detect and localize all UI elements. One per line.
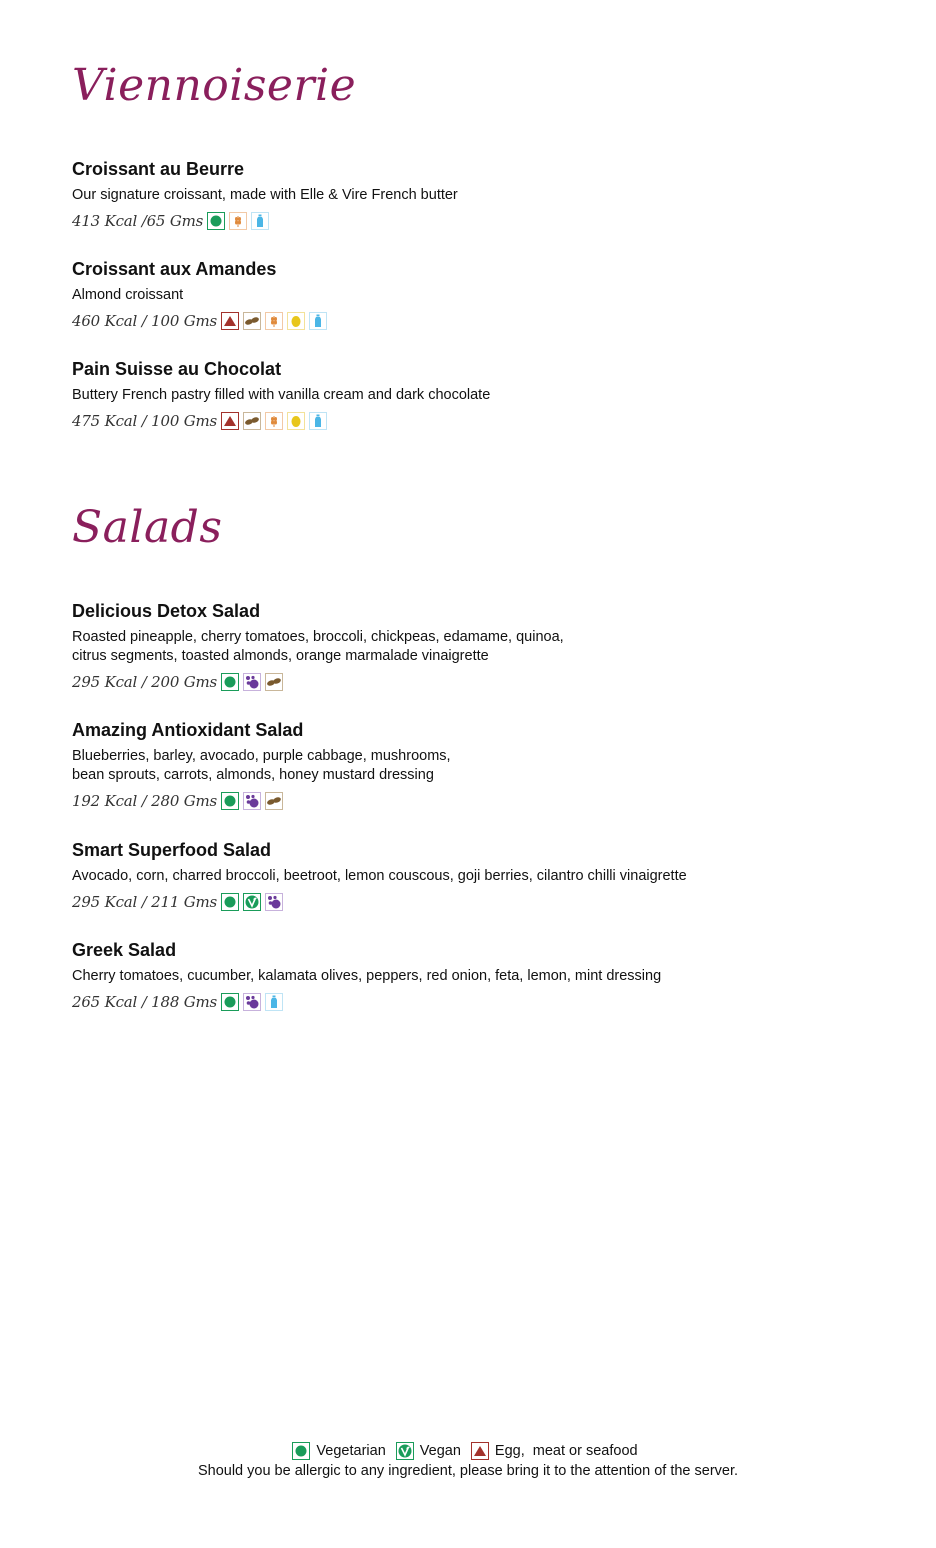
nuts-icon (265, 792, 283, 810)
vegan-icon (396, 1442, 414, 1460)
item-name: Delicious Detox Salad (72, 601, 261, 621)
item-meta (72, 210, 872, 232)
item-meta (72, 671, 872, 693)
item-calories: 413 Kcal /65 Gms (72, 212, 204, 230)
item-description: Almond croissant (72, 287, 184, 303)
soy-icon (243, 993, 261, 1011)
item-meta (72, 790, 872, 812)
veg-icon (221, 993, 239, 1011)
gluten-icon (229, 212, 247, 230)
item-description: citrus segments, toasted almonds, orange marmalade vinaigrette (72, 648, 489, 664)
gluten-icon (265, 312, 283, 330)
item-meta (72, 891, 872, 913)
dietary-legend (0, 1440, 936, 1480)
item-meta (72, 310, 872, 332)
item-description: Avocado, corn, charred broccoli, beetroot, lemon couscous, goji berries, cilantro chilli vinaigrette (72, 868, 687, 884)
legend-nonveg: Egg, meat or seafood (494, 1443, 638, 1459)
egg-icon (471, 1442, 489, 1460)
item-description: Roasted pineapple, cherry tomatoes, broccoli, chickpeas, edamame, quinoa, (72, 629, 564, 645)
veg-icon (292, 1442, 310, 1460)
veg-icon (207, 212, 225, 230)
menu-item (72, 358, 872, 432)
vegan-icon (243, 893, 261, 911)
egg-allergen-icon (287, 312, 305, 330)
item-name: Croissant au Beurre (72, 159, 245, 179)
dairy-icon (309, 412, 327, 430)
soy-icon (243, 673, 261, 691)
menu-item (72, 600, 872, 693)
item-name: Amazing Antioxidant Salad (72, 720, 304, 740)
item-meta (72, 991, 872, 1013)
menu-item (72, 258, 872, 332)
nuts-icon (265, 673, 283, 691)
soy-icon (265, 893, 283, 911)
gluten-icon (265, 412, 283, 430)
dairy-icon (265, 993, 283, 1011)
item-meta (72, 410, 872, 432)
dairy-icon (309, 312, 327, 330)
item-description: Our signature croissant, made with Elle & Vire French butter (72, 187, 458, 203)
item-calories: 295 Kcal / 200 Gms (72, 673, 218, 691)
item-calories: 460 Kcal / 100 Gms (72, 312, 218, 330)
egg-icon (221, 412, 239, 430)
allergy-note: Should you be allergic to any ingredient, please bring it to the attention of the server. (197, 1463, 739, 1479)
menu-item (72, 158, 872, 232)
item-description: Buttery French pastry filled with vanilla cream and dark chocolate (72, 387, 491, 403)
nuts-icon (243, 312, 261, 330)
item-name: Greek Salad (72, 940, 177, 960)
item-calories: 265 Kcal / 188 Gms (72, 993, 218, 1011)
item-description: Cherry tomatoes, cucumber, kalamata olives, peppers, red onion, feta, lemon, mint dressing (72, 968, 662, 984)
item-calories: 475 Kcal / 100 Gms (72, 412, 218, 430)
egg-allergen-icon (287, 412, 305, 430)
menu-item (72, 839, 872, 913)
nuts-icon (243, 412, 261, 430)
section-title-salads: Salads (72, 502, 223, 553)
item-name: Pain Suisse au Chocolat (72, 359, 282, 379)
item-description: Blueberries, barley, avocado, purple cabbage, mushrooms, (72, 748, 451, 764)
menu-item (72, 719, 872, 812)
item-name: Smart Superfood Salad (72, 840, 272, 860)
legend-vegan: Vegan (419, 1443, 461, 1459)
veg-icon (221, 673, 239, 691)
veg-icon (221, 893, 239, 911)
dairy-icon (251, 212, 269, 230)
item-name: Croissant aux Amandes (72, 259, 277, 279)
veg-icon (221, 792, 239, 810)
item-calories: 192 Kcal / 280 Gms (72, 792, 218, 810)
section-title-viennoiserie: Viennoiserie (72, 60, 357, 111)
legend-vegetarian: Vegetarian (316, 1443, 386, 1459)
item-calories: 295 Kcal / 211 Gms (72, 893, 218, 911)
menu-item (72, 939, 872, 1013)
item-description: bean sprouts, carrots, almonds, honey mustard dressing (72, 767, 434, 783)
egg-icon (221, 312, 239, 330)
soy-icon (243, 792, 261, 810)
